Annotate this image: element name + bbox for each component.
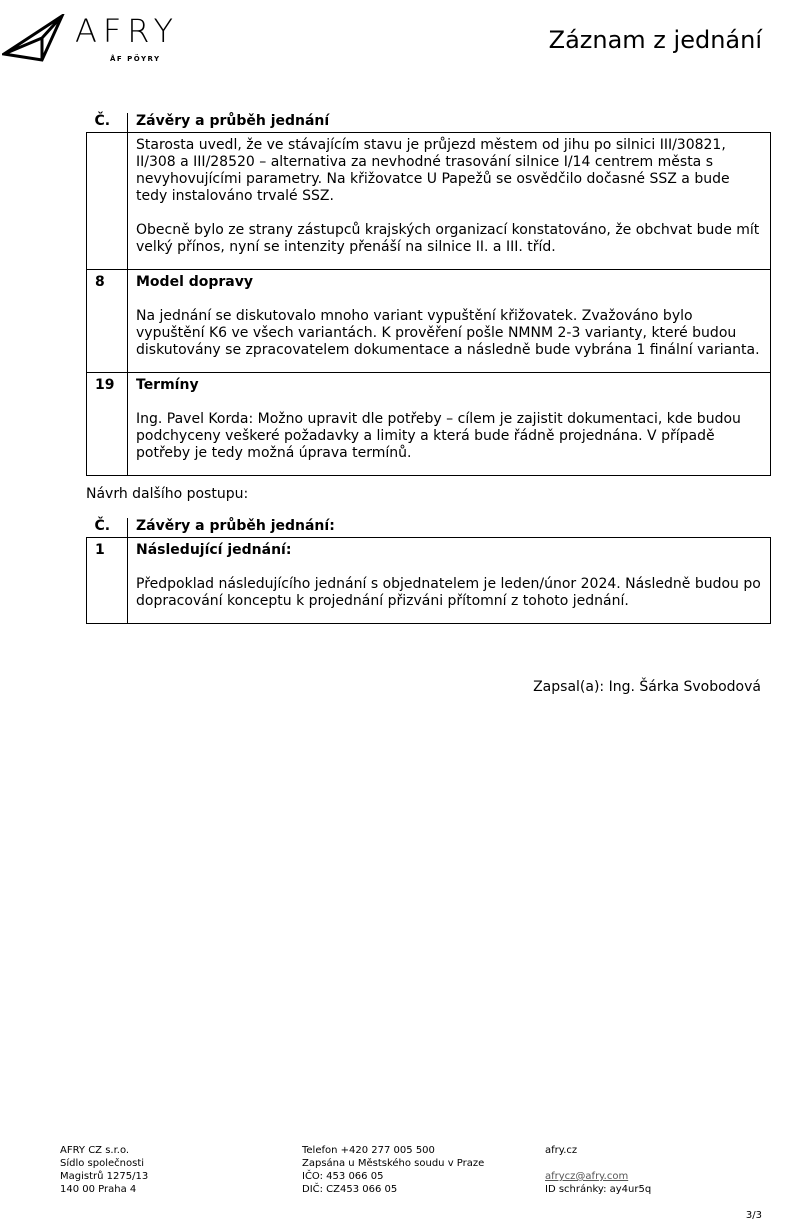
row-paragraph: Ing. Pavel Korda: Možno upravit dle potřeby – cílem je zajistit dokumentaci, kde budou podchyceny veškeré požadavky a limity a která bude řádně projednána. V případě potřeby je tedy možná úprava termínů. (136, 411, 741, 461)
row-number: 8 (87, 270, 128, 373)
footer-company-column (60, 1144, 148, 1196)
column-number-header: Č. (94, 518, 111, 534)
row-title: Model dopravy (136, 274, 254, 290)
row-paragraph: Starosta uvedl, že ve stávajícím stavu je průjezd městem od jihu po silnici III/30821, II/308 a III/28520 – alternativa za nevhodné trasování silnice I/14 centrem města s nevyhovujícími parametry. Na křižovatce U Papežů se osvědčilo dočasné SSZ a bude tedy instalováno trvalé SSZ. (136, 137, 730, 204)
row-content (128, 270, 771, 373)
afry-logo-icon (2, 14, 66, 62)
page-number: 3/3 (745, 1210, 762, 1221)
row-paragraph: Na jednání se diskutovalo mnoho variant vypuštění křižovatek. Zvažováno bylo vypuštění K6 ve všech variantách. K prověření pošle NMNM 2-3 varianty, které budou diskutovány se zpracovatelem dokumentace a následně bude vybrána 1 finální varianta. (136, 308, 760, 358)
signature-line: Zapsal(a): Ing. Šárka Svobodová (533, 679, 761, 695)
row-number: 19 (87, 373, 128, 476)
column-text-header: Závěry a průběh jednání: (128, 518, 771, 538)
footer-line: Zapsána u Městského soudu v Praze (302, 1158, 485, 1169)
row-number (87, 133, 128, 270)
row-title: Následující jednání: (136, 542, 292, 558)
footer-website: afry.cz (545, 1145, 578, 1156)
footer-line: DIČ: CZ453 066 05 (302, 1184, 398, 1195)
footer-line: 140 00 Praha 4 (60, 1184, 137, 1195)
footer-email-link[interactable]: afrycz@afry.com (545, 1171, 629, 1182)
document-title: Záznam z jednání (548, 26, 762, 54)
logo-subtitle: ÅF PÖYRY (110, 55, 161, 63)
row-content (128, 538, 771, 624)
table-header-row (87, 518, 771, 538)
next-steps-label: Návrh dalšího postupu: (86, 486, 249, 502)
column-text-header: Závěry a průběh jednání (128, 113, 771, 133)
row-title: Termíny (136, 377, 199, 393)
table-row (87, 538, 771, 624)
table-row (87, 373, 771, 476)
row-paragraph: Předpoklad následujícího jednání s objednatelem je leden/únor 2024. Následně budou po dopracování konceptu k projednání přizváni přítomní z tohoto jednání. (136, 576, 761, 609)
logo-wordmark: AFRY (75, 12, 180, 50)
footer-line: Magistrů 1275/13 (60, 1171, 149, 1182)
next-steps-table (86, 518, 771, 624)
row-paragraph: Obecně bylo ze strany zástupců krajských organizací konstatováno, že obchvat bude mít velký přínos, nyní se intenzity přenáší na silnice II. a III. tříd. (136, 222, 760, 255)
row-content (128, 133, 771, 270)
minutes-table (86, 113, 771, 476)
row-number: 1 (87, 538, 128, 624)
footer-contact-column (545, 1144, 651, 1196)
table-row (87, 270, 771, 373)
footer-line: ID schránky: ay4ur5q (545, 1184, 652, 1195)
footer-line: Telefon +420 277 005 500 (302, 1145, 435, 1156)
table-header-row (87, 113, 771, 133)
footer-line: IČO: 453 066 05 (302, 1171, 384, 1182)
footer-registration-column (302, 1144, 484, 1196)
table-row (87, 133, 771, 270)
footer-line: Sídlo společnosti (60, 1158, 145, 1169)
footer-line: AFRY CZ s.r.o. (60, 1145, 130, 1156)
row-content (128, 373, 771, 476)
column-number-header: Č. (94, 113, 111, 129)
